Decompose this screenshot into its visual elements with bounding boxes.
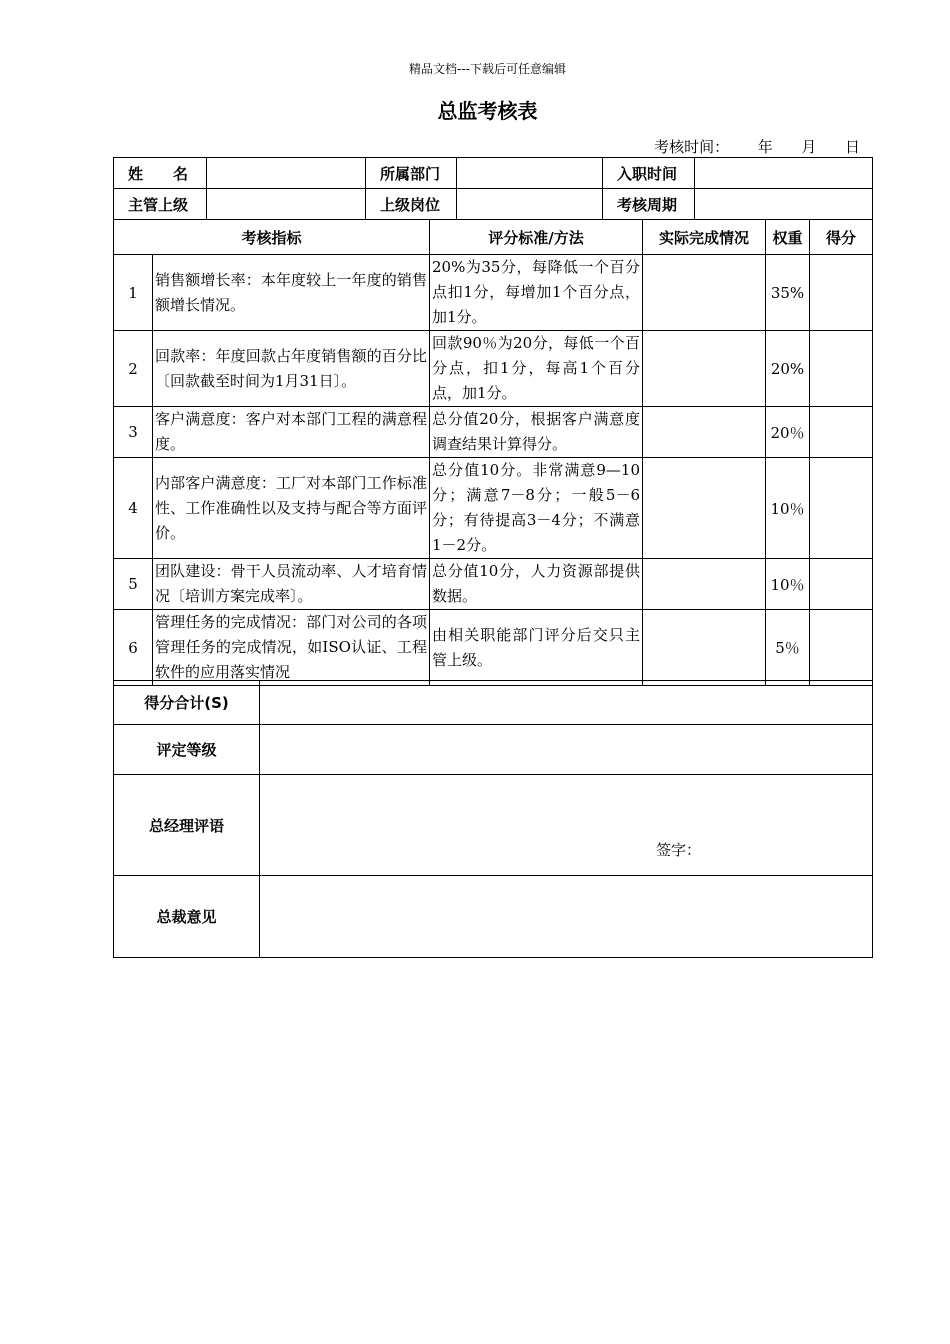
supervisor-field[interactable] — [207, 189, 366, 220]
table-row — [114, 559, 873, 610]
gm-comment-field[interactable] — [260, 775, 873, 876]
row-standard: 回款90％为20分，每低一个百分点，扣1分，每高1个百分点，加1分。 — [430, 331, 643, 407]
row-weight: 20% — [766, 331, 810, 407]
row-number: 1 — [114, 255, 153, 331]
president-opinion-label: 总裁意见 — [114, 876, 260, 958]
row-actual-cell[interactable] — [643, 559, 766, 610]
row-number: 3 — [114, 407, 153, 458]
header-score: 得分 — [810, 220, 873, 255]
row-actual-cell[interactable] — [643, 255, 766, 331]
row-score-cell[interactable] — [810, 331, 873, 407]
header-actual: 实际完成情况 — [643, 220, 766, 255]
form-title: 总监考核表 — [437, 99, 538, 123]
grade-field[interactable] — [260, 725, 873, 775]
row-indicator: 回款率：年度回款占年度销售额的百分比〔回款截至时间为1月31日〕。 — [153, 331, 430, 407]
row-indicator: 客户满意度：客户对本部门工程的满意程度。 — [153, 407, 430, 458]
row-score-cell[interactable] — [810, 255, 873, 331]
row-number: 4 — [114, 458, 153, 559]
table-row — [114, 458, 873, 559]
row-number: 6 — [114, 610, 153, 686]
row-weight: 20％ — [766, 407, 810, 458]
row-weight: 5％ — [766, 610, 810, 686]
row-actual-cell[interactable] — [643, 610, 766, 686]
position-label: 上级岗位 — [366, 189, 457, 220]
header-weight: 权重 — [766, 220, 810, 255]
row-score-cell[interactable] — [810, 458, 873, 559]
page-header-note: 精品文档---下载后可任意编辑 — [409, 62, 566, 76]
table-row — [114, 255, 873, 331]
row-actual-cell[interactable] — [643, 458, 766, 559]
table-row — [114, 610, 873, 686]
row-weight: 35% — [766, 255, 810, 331]
position-field[interactable] — [457, 189, 603, 220]
row-number: 5 — [114, 559, 153, 610]
dept-label: 所属部门 — [366, 158, 457, 189]
row-weight: 10％ — [766, 458, 810, 559]
row-standard: 由相关职能部门评分后交只主管上级。 — [430, 610, 643, 686]
info-table — [113, 157, 873, 220]
row-standard: 总分值10分，人力资源部提供数据。 — [430, 559, 643, 610]
row-actual-cell[interactable] — [643, 331, 766, 407]
summary-table — [113, 680, 873, 958]
period-label: 考核周期 — [603, 189, 695, 220]
hire-date-label: 入职时间 — [603, 158, 695, 189]
row-number: 2 — [114, 331, 153, 407]
row-score-cell[interactable] — [810, 407, 873, 458]
row-indicator: 内部客户满意度：工厂对本部门工作标准性、工作准确性以及支持与配合等方面评价。 — [153, 458, 430, 559]
grade-label: 评定等级 — [114, 725, 260, 775]
header-standard: 评分标准/方法 — [430, 220, 643, 255]
row-weight: 10％ — [766, 559, 810, 610]
row-score-cell[interactable] — [810, 559, 873, 610]
assessment-table — [113, 219, 873, 686]
hire-date-field[interactable] — [695, 158, 873, 189]
exam-date-line: 考核时间： 年 月 日 — [654, 138, 860, 156]
row-score-cell[interactable] — [810, 610, 873, 686]
supervisor-label: 主管上级 — [114, 189, 207, 220]
name-label: 姓 名 — [114, 158, 207, 189]
signature-label: 签字： — [656, 841, 702, 859]
gm-comment-label: 总经理评语 — [114, 775, 260, 876]
row-indicator: 团队建设：骨干人员流动率、人才培育情况〔培训方案完成率〕。 — [153, 559, 430, 610]
row-standard: 总分值10分。非常满意9—10分；满意7－8分；一般5－6分；有待提高3－4分；不满意1－2分。 — [430, 458, 643, 559]
row-standard: 总分值20分，根据客户满意度调查结果计算得分。 — [430, 407, 643, 458]
row-standard: 20%为35分，每降低一个百分点扣1分，每增加1个百分点，加1分。 — [430, 255, 643, 331]
row-indicator: 销售额增长率：本年度较上一年度的销售额增长情况。 — [153, 255, 430, 331]
president-opinion-field[interactable] — [260, 876, 873, 958]
row-actual-cell[interactable] — [643, 407, 766, 458]
name-field[interactable] — [207, 158, 366, 189]
table-row — [114, 331, 873, 407]
total-score-field[interactable] — [260, 681, 873, 725]
row-indicator: 管理任务的完成情况：部门对公司的各项管理任务的完成情况，如ISO认证、工程软件的应用落实情况 — [153, 610, 430, 686]
header-indicator: 考核指标 — [114, 220, 430, 255]
total-score-label: 得分合计(S) — [114, 681, 260, 725]
dept-field[interactable] — [457, 158, 603, 189]
period-field[interactable] — [695, 189, 873, 220]
table-row — [114, 407, 873, 458]
